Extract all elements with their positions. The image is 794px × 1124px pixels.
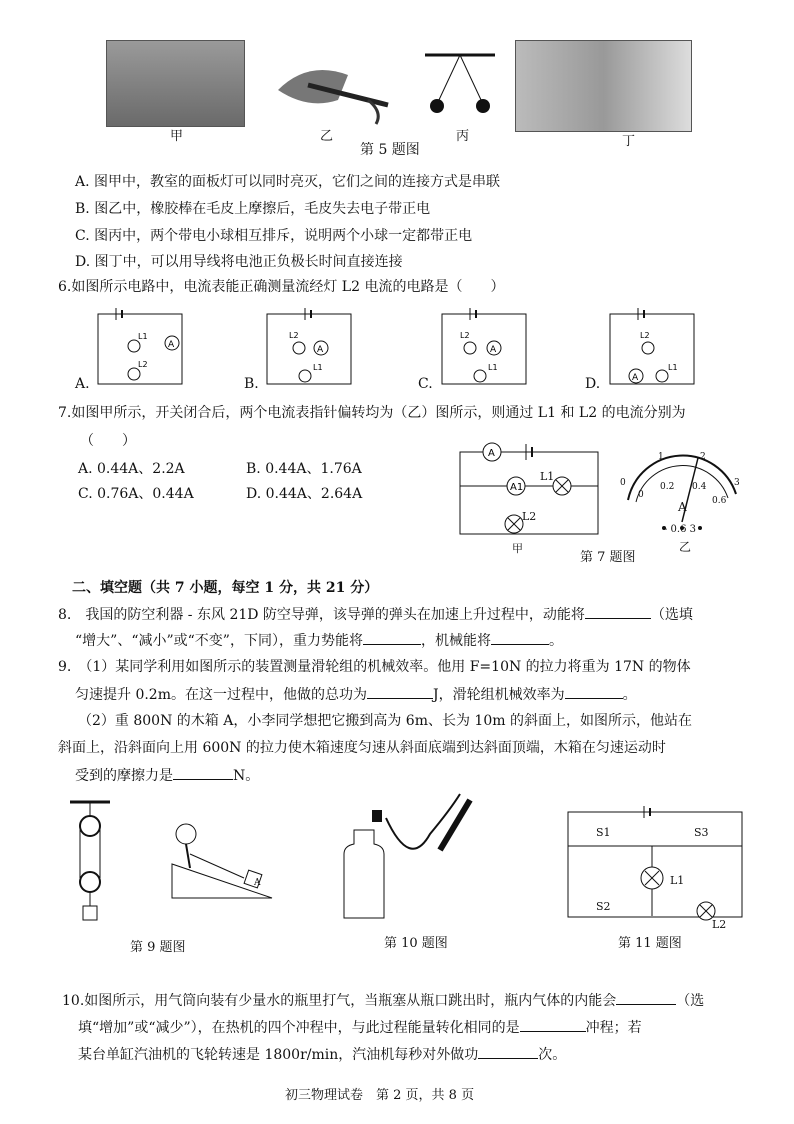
- q8-line1: [58, 604, 693, 625]
- q6-circuit-d: [608, 308, 698, 388]
- svg-text:L2: L2: [460, 331, 470, 340]
- q7-caption: 第 7 题图: [580, 550, 636, 565]
- fig5-label-ding: 丁: [622, 134, 636, 149]
- q6-label-d: D.: [585, 376, 601, 392]
- q9-line4: 斜面上，沿斜面向上用 600N 的拉力使木箱速度匀速从斜面底端到达斜面顶端，木箱在匀速运动时: [58, 740, 666, 756]
- svg-text:L1: L1: [313, 363, 323, 372]
- meter-bottom-06: 0.6: [712, 496, 727, 506]
- svg-text:L1: L1: [668, 363, 678, 372]
- q9-blank-friction[interactable]: [173, 765, 233, 780]
- q8-text-2b: ，机械能将: [420, 633, 491, 649]
- q10-blank-internal-energy[interactable]: [616, 990, 676, 1005]
- q9-line5: [75, 765, 259, 786]
- page-footer: 初三物理试卷 第 2 页，共 8 页: [285, 1088, 475, 1103]
- svg-text:L2: L2: [289, 331, 299, 340]
- q9-line3: （2）重 800N 的木箱 A，小李同学想把它搬到高为 6m、长为 10m 的斜面上，如图所示，他站在: [78, 713, 692, 729]
- section2-title: 二、填空题（共 7 小题，每空 1 分，共 21 分）: [72, 580, 379, 596]
- fig11-label-s1: S1: [596, 826, 611, 839]
- meter-top-2: 2: [700, 452, 706, 462]
- q10-line3: [78, 1044, 566, 1065]
- fig10-caption: 第 10 题图: [384, 936, 448, 951]
- q10-blank-stroke[interactable]: [520, 1017, 586, 1032]
- q7-option-d: D. 0.44A、2.64A: [246, 486, 363, 502]
- svg-text:A: A: [490, 345, 497, 355]
- q7-label-l2: L2: [522, 510, 537, 523]
- q10-text-3a: 某台单缸汽油机的飞轮转速是 1800r/min，汽油机每秒对外做功: [78, 1047, 479, 1063]
- q7-option-c: C. 0.76A、0.44A: [78, 486, 194, 502]
- bottle-pump-diagram: [340, 790, 480, 920]
- svg-text:A: A: [317, 345, 324, 355]
- q7-stem: 7.如图甲所示，开关闭合后，两个电流表指针偏转均为（乙）图所示，则通过 L1 和 L2 的电流分别为: [58, 405, 686, 421]
- svg-text:A: A: [488, 448, 495, 459]
- q5-option-b: B. 图乙中，橡胶棒在毛皮上摩擦后，毛皮失去电子带正电: [75, 201, 431, 217]
- fig5-label-jia: 甲: [170, 129, 184, 144]
- q9-blank-efficiency[interactable]: [565, 684, 623, 699]
- battery-wire-photo: [515, 40, 692, 132]
- q8-text-2a: “增大”、“减小”或“不变”，下同），重力势能将: [75, 633, 363, 649]
- fig5-caption: 第 5 题图: [360, 142, 420, 158]
- q9-blank-total-work[interactable]: [367, 684, 433, 699]
- q9-line1: 9. （1）某同学利用如图所示的装置测量滑轮组的机械效率。他用 F=10N 的拉力将重为 17N 的物体: [58, 659, 691, 675]
- meter-bottom-0: 0: [638, 490, 644, 500]
- q7-circuit-jia: [458, 440, 603, 540]
- charged-balls-diagram: [420, 50, 500, 120]
- meter-top-1: 1: [658, 452, 664, 462]
- circuit-fig11: [566, 806, 746, 921]
- q6-circuit-c: [440, 308, 530, 388]
- q9-text-5a: 受到的摩擦力是: [75, 768, 173, 784]
- incline-diagram: [168, 820, 278, 900]
- meter-top-3: 3: [734, 478, 740, 488]
- q9-line2: [75, 684, 637, 705]
- q10-text-2a: 填“增加”或“减少”），在热机的四个冲程中，与此过程能量转化相同的是: [78, 1020, 520, 1036]
- q7-label-yi: 乙: [679, 540, 692, 554]
- fig5-label-yi: 乙: [320, 129, 334, 144]
- q6-circuit-a: [96, 308, 186, 388]
- q9-text-2a: 匀速提升 0.2m。在这一过程中，他做的总功为: [75, 687, 367, 703]
- q6-label-c: C.: [418, 376, 433, 392]
- fig11-label-l1: L1: [670, 874, 685, 887]
- pulley-system-diagram: [70, 798, 120, 928]
- classroom-photo: [106, 40, 245, 127]
- q8-text-1a: 8. 我国的防空利器 - 东风 21D 防空导弹，该导弹的弹头在加速上升过程中，动能将: [58, 607, 585, 623]
- q8-text-1b: （选填: [650, 607, 693, 623]
- q5-option-d: D. 图丁中，可以用导线将电池正负极长时间直接连接: [75, 254, 403, 270]
- meter-bottom-02: 0.2: [660, 482, 675, 492]
- q8-text-2c: 。: [548, 633, 563, 649]
- q7-paren: （ ）: [80, 433, 136, 449]
- q6-stem: 6.如图所示电路中，电流表能正确测量流经灯 L2 电流的电路是（ ）: [58, 279, 505, 295]
- fig11-caption: 第 11 题图: [618, 936, 682, 951]
- rubber-rod-fur-image: [268, 40, 393, 125]
- incline-box-label: A: [254, 878, 261, 888]
- svg-text:A1: A1: [510, 482, 524, 493]
- svg-text:A: A: [632, 373, 639, 383]
- q10-text-2b: 冲程；若: [585, 1020, 642, 1036]
- meter-top-0: 0: [620, 478, 626, 488]
- svg-text:A: A: [168, 340, 175, 350]
- q9-text-2c: 。: [622, 687, 637, 703]
- q8-blank-potential[interactable]: [363, 630, 421, 645]
- q8-blank-mechanical[interactable]: [491, 630, 549, 645]
- q7-label-l1: L1: [540, 470, 555, 483]
- q6-circuit-b: [265, 308, 355, 388]
- q10-line2: [78, 1017, 642, 1038]
- q7-option-b: B. 0.44A、1.76A: [246, 461, 362, 477]
- fig11-label-l2: L2: [712, 918, 727, 931]
- q10-line1: [62, 990, 704, 1011]
- q10-text-3b: 次。: [538, 1047, 567, 1063]
- svg-text:L1: L1: [488, 363, 498, 372]
- q8-blank-kinetic[interactable]: [585, 604, 651, 619]
- q7-option-a: A. 0.44A、2.2A: [78, 461, 185, 477]
- q5-option-a: A. 图甲中，教室的面板灯可以同时亮灭，它们之间的连接方式是串联: [75, 174, 501, 190]
- q6-label-a: A.: [75, 376, 90, 392]
- meter-terminals: - 0.6 3: [664, 524, 697, 535]
- svg-text:L2: L2: [138, 360, 148, 369]
- q6-label-b: B.: [244, 376, 259, 392]
- q8-line2: [75, 630, 563, 651]
- fig11-label-s3: S3: [694, 826, 709, 839]
- fig11-label-s2: S2: [596, 900, 611, 913]
- q9-text-5b: N。: [233, 768, 260, 784]
- fig9-caption: 第 9 题图: [130, 940, 186, 955]
- q10-text-1a: 10.如图所示，用气筒向装有少量水的瓶里打气，当瓶塞从瓶口跳出时，瓶内气体的内能会: [62, 993, 617, 1009]
- q7-label-jia: 甲: [512, 542, 523, 555]
- meter-unit: A: [678, 500, 687, 514]
- q9-text-2b: J，滑轮组机械效率为: [433, 687, 565, 703]
- fig5-label-bing: 丙: [456, 129, 470, 144]
- q5-option-c: C. 图丙中，两个带电小球相互排斥，说明两个小球一定都带正电: [75, 228, 473, 244]
- svg-text:L2: L2: [640, 331, 650, 340]
- svg-text:L1: L1: [138, 332, 148, 341]
- meter-bottom-04: 0.4: [692, 482, 707, 492]
- q10-text-1b: （选: [676, 993, 705, 1009]
- q10-blank-work-times[interactable]: [478, 1044, 538, 1059]
